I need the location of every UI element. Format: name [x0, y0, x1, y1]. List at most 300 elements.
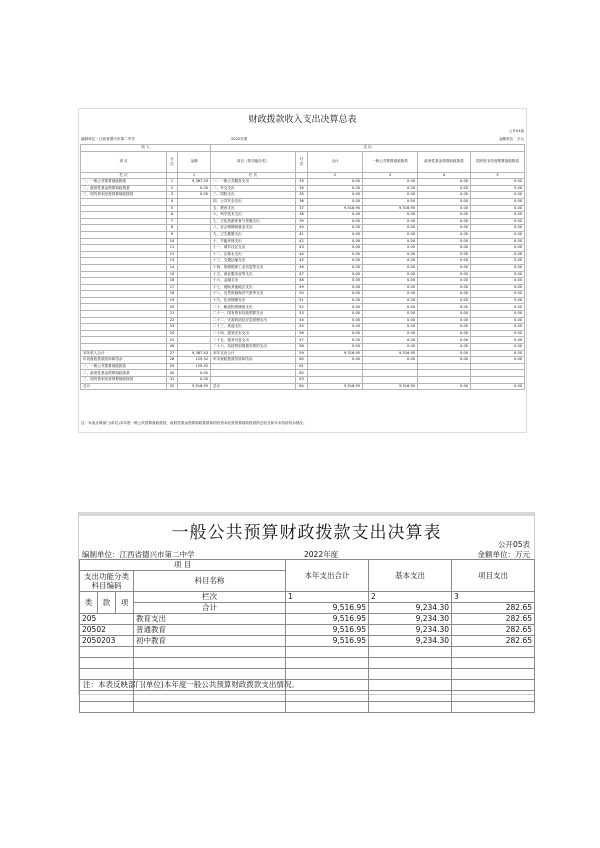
expense-rowno: 53	[296, 311, 308, 318]
expense-total: 0.00	[308, 198, 363, 205]
col-total: 本年支出合计	[286, 560, 369, 592]
expense-state-capital: 0.00	[471, 238, 525, 245]
income-amount	[178, 264, 211, 271]
expense-gov-fund	[418, 370, 471, 377]
expense-gov-fund: 0.00	[418, 278, 471, 285]
expense-rowno: 36	[296, 198, 308, 205]
expense-rowno: 63	[296, 377, 308, 384]
summary-table	[80, 144, 525, 390]
col-rowno: 行次	[167, 151, 178, 172]
expense-state-capital: 0.00	[471, 278, 525, 285]
expense-total: 9,516.95	[308, 205, 363, 212]
summary-row	[81, 291, 525, 298]
expense-state-capital: 0.00	[471, 198, 525, 205]
expense-state-capital: 0.00	[471, 185, 525, 192]
col-basic: 基本支出	[369, 560, 452, 592]
expense-total: 0.00	[308, 225, 363, 232]
income-item	[81, 344, 167, 351]
income-item	[81, 304, 167, 311]
expense-rowno: 41	[296, 231, 308, 238]
expense-rowno: 61	[296, 363, 308, 370]
summary-row	[81, 212, 525, 219]
summary-row	[81, 271, 525, 278]
expense-item: 五、教育支出	[211, 205, 296, 212]
lanci-4: 4	[418, 172, 471, 179]
expense-gov-fund: 0.00	[418, 344, 471, 351]
expense-total: 0.00	[308, 212, 363, 219]
expense-item: 二十、粮油物资储备支出	[211, 304, 296, 311]
income-rowno: 20	[167, 304, 178, 311]
col-func-code: 支出功能分类科目编码	[80, 571, 134, 592]
sheet2-code: 公开05表	[497, 540, 530, 549]
expense-state-capital: 0.00	[471, 324, 525, 331]
sheet2-year: 2022年度	[304, 550, 339, 559]
income-amount	[178, 344, 211, 351]
expense-item: 六、科学技术支出	[211, 212, 296, 219]
expense-general: 0.00	[363, 271, 418, 278]
income-item: 一、一般公共预算财政拨款	[81, 363, 167, 370]
expense-gov-fund: 0.00	[418, 271, 471, 278]
expense-total: 0.00	[308, 264, 363, 271]
income-item	[81, 198, 167, 205]
expense-general: 0.00	[363, 245, 418, 252]
expense-state-capital: 0.00	[471, 291, 525, 298]
lanci-2: 2	[369, 592, 452, 603]
income-item	[81, 291, 167, 298]
expense-gov-fund: 0.00	[418, 225, 471, 232]
expense-general: 0.00	[363, 238, 418, 245]
income-rowno: 12	[167, 251, 178, 258]
expense-state-capital	[471, 363, 525, 370]
income-rowno: 28	[167, 357, 178, 364]
expense-gov-fund: 0.00	[418, 350, 471, 357]
income-rowno: 2	[167, 185, 178, 192]
summary-row	[81, 205, 525, 212]
expense-general: 0.00	[363, 330, 418, 337]
summary-row	[81, 383, 525, 390]
total-p: 282.65	[452, 603, 535, 614]
summary-row	[81, 185, 525, 192]
summary-lanci-row	[81, 172, 525, 179]
sheet1-title: 财政拨款收入支出决算总表	[248, 115, 357, 125]
expense-total: 0.00	[308, 179, 363, 186]
expense-state-capital: 0.00	[471, 317, 525, 324]
row-total: 9,516.95	[286, 636, 369, 647]
income-amount	[178, 271, 211, 278]
expense-total: 0.00	[308, 344, 363, 351]
expense-total: 0.00	[308, 238, 363, 245]
expense-general: 0.00	[363, 251, 418, 258]
summary-row	[81, 370, 525, 377]
expense-state-capital: 0.00	[471, 344, 525, 351]
expense-item: 十七、援助其他地区支出	[211, 284, 296, 291]
income-rowno: 32	[167, 383, 178, 390]
lanci-label: 栏 次	[81, 172, 167, 179]
lanci-label: 栏次	[134, 592, 286, 603]
income-item	[81, 330, 167, 337]
expense-state-capital: 0.00	[471, 218, 525, 225]
expense-rowno: 56	[296, 330, 308, 337]
expense-state-capital: 0.00	[471, 225, 525, 232]
expense-rowno: 43	[296, 245, 308, 252]
expense-general: 0.00	[363, 258, 418, 265]
expense-general: 0.00	[363, 311, 418, 318]
income-amount	[178, 330, 211, 337]
subject-name: 普通教育	[134, 625, 286, 636]
expense-rowno: 40	[296, 225, 308, 232]
expense-rowno: 33	[296, 179, 308, 186]
expense-item: 七、文化旅游体育与传媒支出	[211, 218, 296, 225]
expense-general: 0.00	[363, 185, 418, 192]
income-rowno: 31	[167, 377, 178, 384]
income-expense-summary-sheet	[78, 108, 527, 433]
expense-total: 0.00	[308, 291, 363, 298]
lanci-3: 3	[452, 592, 535, 603]
row-project: 282.65	[452, 625, 535, 636]
income-amount	[178, 258, 211, 265]
col-gen: 一般公共预算财政拨款	[363, 151, 418, 172]
summary-row	[81, 357, 525, 364]
expense-gov-fund: 0.00	[418, 383, 471, 390]
expense-gov-fund: 0.00	[418, 192, 471, 199]
income-item	[81, 225, 167, 232]
income-rowno: 30	[167, 370, 178, 377]
expense-gov-fund	[418, 377, 471, 384]
expense-total: 0.00	[308, 278, 363, 285]
expense-rowno: 64	[296, 383, 308, 390]
expense-state-capital	[471, 370, 525, 377]
expense-gov-fund: 0.00	[418, 198, 471, 205]
expense-state-capital: 0.00	[471, 179, 525, 186]
sheet1-unit: 编制单位：江西省德兴市第二中学	[81, 137, 135, 141]
expense-state-capital: 0.00	[471, 245, 525, 252]
summary-row	[81, 363, 525, 370]
income-item: 一、一般公共预算财政拨款	[81, 179, 167, 186]
col-project: 项 目	[80, 560, 286, 571]
expense-gov-fund: 0.00	[418, 238, 471, 245]
lanci-3: 3	[363, 172, 418, 179]
income-item: 二、政府性基金预算财政拨款	[81, 370, 167, 377]
income-amount	[178, 212, 211, 219]
income-rowno: 9	[167, 231, 178, 238]
expense-total: 0.00	[308, 251, 363, 258]
row-project: 282.65	[452, 636, 535, 647]
income-item	[81, 297, 167, 304]
expense-body	[80, 614, 535, 713]
expense-item: 总计	[211, 383, 296, 390]
sheet2-title: 一般公共预算财政拨款支出决算表	[171, 523, 442, 543]
expense-header: 支 出	[211, 145, 525, 152]
expense-rowno: 62	[296, 370, 308, 377]
income-item: 本年收入合计	[81, 350, 167, 357]
income-amount	[178, 245, 211, 252]
row-basic: 9,234.30	[369, 636, 452, 647]
expense-total: 0.00	[308, 192, 363, 199]
col-rowno2: 行次	[296, 151, 308, 172]
summary-row	[81, 377, 525, 384]
lanci-2: 2	[308, 172, 363, 179]
expense-state-capital: 0.00	[471, 231, 525, 238]
income-amount: 0.00	[178, 377, 211, 384]
lanci-1: 1	[178, 172, 211, 179]
expense-rowno: 34	[296, 185, 308, 192]
expense-item: 十一、城乡社区支出	[211, 245, 296, 252]
income-amount	[178, 225, 211, 232]
expense-state-capital: 0.00	[471, 205, 525, 212]
summary-row	[81, 324, 525, 331]
expense-general: 0.00	[363, 278, 418, 285]
summary-row	[81, 245, 525, 252]
income-item	[81, 271, 167, 278]
income-item: 总计	[81, 383, 167, 390]
income-rowno: 5	[167, 205, 178, 212]
func-code: 20502	[80, 625, 134, 636]
expense-row	[80, 636, 535, 647]
summary-row	[81, 238, 525, 245]
summary-row	[81, 311, 525, 318]
summary-row	[81, 179, 525, 186]
empty-row	[80, 658, 535, 669]
expense-general: 0.00	[363, 297, 418, 304]
expense-total: 0.00	[308, 284, 363, 291]
expense-total: 0.00	[308, 304, 363, 311]
func-code: 2050203	[80, 636, 134, 647]
expense-general: 9,516.95	[363, 350, 418, 357]
income-rowno: 14	[167, 264, 178, 271]
income-amount: 0.00	[178, 185, 211, 192]
expense-total: 9,516.95	[308, 383, 363, 390]
expense-item: 十三、交通运输支出	[211, 258, 296, 265]
income-amount	[178, 205, 211, 212]
summary-row	[81, 284, 525, 291]
expense-item: 十六、金融支出	[211, 278, 296, 285]
income-rowno: 6	[167, 212, 178, 219]
expense-gov-fund: 0.00	[418, 297, 471, 304]
expense-general: 0.00	[363, 225, 418, 232]
expense-rowno: 57	[296, 337, 308, 344]
expense-gov-fund: 0.00	[418, 231, 471, 238]
lanci-label2: 栏 次	[211, 172, 296, 179]
income-amount	[178, 218, 211, 225]
expense-item: 一、一般公共服务支出	[211, 179, 296, 186]
expense-total: 0.00	[308, 185, 363, 192]
income-amount: 129.52	[178, 357, 211, 364]
expense-general: 0.00	[363, 304, 418, 311]
expense-item: 九、卫生健康支出	[211, 231, 296, 238]
income-item: 三、国有资本经营预算财政拨款	[81, 377, 167, 384]
expense-gov-fund: 0.00	[418, 264, 471, 271]
income-item	[81, 317, 167, 324]
income-amount	[178, 231, 211, 238]
income-amount: 9,387.43	[178, 350, 211, 357]
expense-state-capital: 0.00	[471, 284, 525, 291]
sheet2-unit: 编制单位：江西省德兴市第二中学	[82, 550, 195, 559]
expense-item: 二十三、其他支出	[211, 324, 296, 331]
expense-total: 0.00	[308, 357, 363, 364]
income-amount	[178, 278, 211, 285]
summary-row	[81, 198, 525, 205]
col-kuan: 款	[98, 592, 116, 614]
expense-general: 0.00	[363, 317, 418, 324]
expense-total: 0.00	[308, 337, 363, 344]
income-item	[81, 212, 167, 219]
expense-row	[80, 625, 535, 636]
income-item	[81, 231, 167, 238]
expense-rowno: 59	[296, 350, 308, 357]
income-item	[81, 311, 167, 318]
summary-header-row-2	[81, 151, 525, 172]
income-amount: 0.00	[178, 192, 211, 199]
income-item	[81, 337, 167, 344]
sheet2-top-bar	[79, 512, 534, 516]
expense-item: 十五、商业服务业等支出	[211, 271, 296, 278]
expense-rowno: 39	[296, 218, 308, 225]
sheet1-money-unit: 金额单位：万元	[498, 137, 524, 141]
expense-state-capital: 0.00	[471, 271, 525, 278]
income-item	[81, 324, 167, 331]
expense-rowno: 52	[296, 304, 308, 311]
func-code: 205	[80, 614, 134, 625]
income-amount: 9,516.95	[178, 383, 211, 390]
expense-gov-fund: 0.00	[418, 304, 471, 311]
summary-row	[81, 231, 525, 238]
col-xiang: 项	[116, 592, 134, 614]
summary-row	[81, 337, 525, 344]
expense-general: 0.00	[363, 291, 418, 298]
expense-general	[363, 363, 418, 370]
summary-header-row-1	[81, 145, 525, 152]
expense-gov-fund: 0.00	[418, 291, 471, 298]
income-rowno: 25	[167, 337, 178, 344]
income-amount	[178, 324, 211, 331]
expense-gov-fund: 0.00	[418, 245, 471, 252]
row-total: 9,516.95	[286, 614, 369, 625]
expense-item: 二、外交支出	[211, 185, 296, 192]
expense-general: 0.00	[363, 264, 418, 271]
expense-general: 0.00	[363, 212, 418, 219]
expense-state-capital: 0.00	[471, 311, 525, 318]
expense-lanci-row	[80, 592, 535, 603]
income-rowno: 29	[167, 363, 178, 370]
expense-gov-fund: 0.00	[418, 324, 471, 331]
expense-gov-fund: 0.00	[418, 317, 471, 324]
expense-gov-fund: 0.00	[418, 212, 471, 219]
income-amount	[178, 251, 211, 258]
income-item	[81, 245, 167, 252]
empty-row	[80, 647, 535, 658]
sheet1-year: 2022年度	[231, 137, 248, 141]
expense-rowno: 37	[296, 205, 308, 212]
income-rowno: 18	[167, 291, 178, 298]
sheet1-note: 注：本表反映部门(单位)本年度一般公共预算财政拨款、政府性基金预算财政拨款和国有资本经营预算财政拨款的总收支和年末结转结余情况。	[81, 421, 307, 425]
col-amount: 金额	[178, 151, 211, 172]
empty-row	[80, 669, 535, 680]
expense-gov-fund: 0.00	[418, 179, 471, 186]
expense-total: 0.00	[308, 317, 363, 324]
income-rowno: 13	[167, 258, 178, 265]
income-rowno: 16	[167, 278, 178, 285]
income-amount	[178, 337, 211, 344]
expense-total: 0.00	[308, 231, 363, 238]
expense-item: 二十一、国有资本经营预算支出	[211, 311, 296, 318]
subject-name: 教育支出	[134, 614, 286, 625]
summary-row	[81, 264, 525, 271]
income-rowno: 21	[167, 311, 178, 318]
expense-total: 9,516.95	[308, 350, 363, 357]
expense-general: 0.00	[363, 357, 418, 364]
expense-state-capital: 0.00	[471, 330, 525, 337]
expense-state-capital: 0.00	[471, 297, 525, 304]
income-rowno: 15	[167, 271, 178, 278]
expense-general: 0.00	[363, 337, 418, 344]
expense-rowno: 54	[296, 317, 308, 324]
expense-total	[308, 363, 363, 370]
row-total: 9,516.95	[286, 625, 369, 636]
expense-item: 八、社会保障和就业支出	[211, 225, 296, 232]
income-amount	[178, 317, 211, 324]
income-item	[81, 264, 167, 271]
expense-state-capital: 0.00	[471, 251, 525, 258]
expense-rowno: 45	[296, 258, 308, 265]
expense-gov-fund: 0.00	[418, 337, 471, 344]
expense-item: 二十二、灾害防治及应急管理支出	[211, 317, 296, 324]
expense-rowno: 48	[296, 278, 308, 285]
income-item	[81, 258, 167, 265]
income-rowno: 23	[167, 324, 178, 331]
col-gov: 政府性基金预算财政拨款	[418, 151, 471, 172]
income-rowno: 10	[167, 238, 178, 245]
expense-total: 0.00	[308, 258, 363, 265]
expense-gov-fund: 0.00	[418, 330, 471, 337]
expense-state-capital: 0.00	[471, 350, 525, 357]
heji-label: 合计	[134, 603, 286, 614]
income-amount	[178, 311, 211, 318]
income-item: 二、政府性基金预算财政拨款	[81, 185, 167, 192]
empty-row	[80, 691, 535, 702]
expense-total: 0.00	[308, 297, 363, 304]
income-item	[81, 218, 167, 225]
expense-item: 十八、自然资源海洋气象等支出	[211, 291, 296, 298]
expense-item	[211, 363, 296, 370]
summary-row	[81, 218, 525, 225]
expense-item: 四、公共安全支出	[211, 198, 296, 205]
expense-item: 十四、资源勘探工业信息等支出	[211, 264, 296, 271]
expense-gov-fund: 0.00	[418, 218, 471, 225]
summary-row	[81, 192, 525, 199]
expense-rowno: 47	[296, 271, 308, 278]
col-lei: 类	[80, 592, 98, 614]
expense-item: 三、国防支出	[211, 192, 296, 199]
income-amount	[178, 238, 211, 245]
expense-rowno: 38	[296, 212, 308, 219]
summary-row	[81, 304, 525, 311]
income-rowno: 26	[167, 344, 178, 351]
row-basic: 9,234.30	[369, 614, 452, 625]
expense-rowno: 51	[296, 297, 308, 304]
income-rowno: 3	[167, 192, 178, 199]
total-t: 9,516.95	[286, 603, 369, 614]
income-amount: 9,387.43	[178, 179, 211, 186]
expense-rowno: 60	[296, 357, 308, 364]
income-rowno: 27	[167, 350, 178, 357]
expense-total	[308, 370, 363, 377]
expense-state-capital: 0.00	[471, 258, 525, 265]
expense-rowno: 55	[296, 324, 308, 331]
income-item	[81, 278, 167, 285]
summary-body	[81, 179, 525, 390]
income-rowno: 17	[167, 284, 178, 291]
income-amount	[178, 297, 211, 304]
